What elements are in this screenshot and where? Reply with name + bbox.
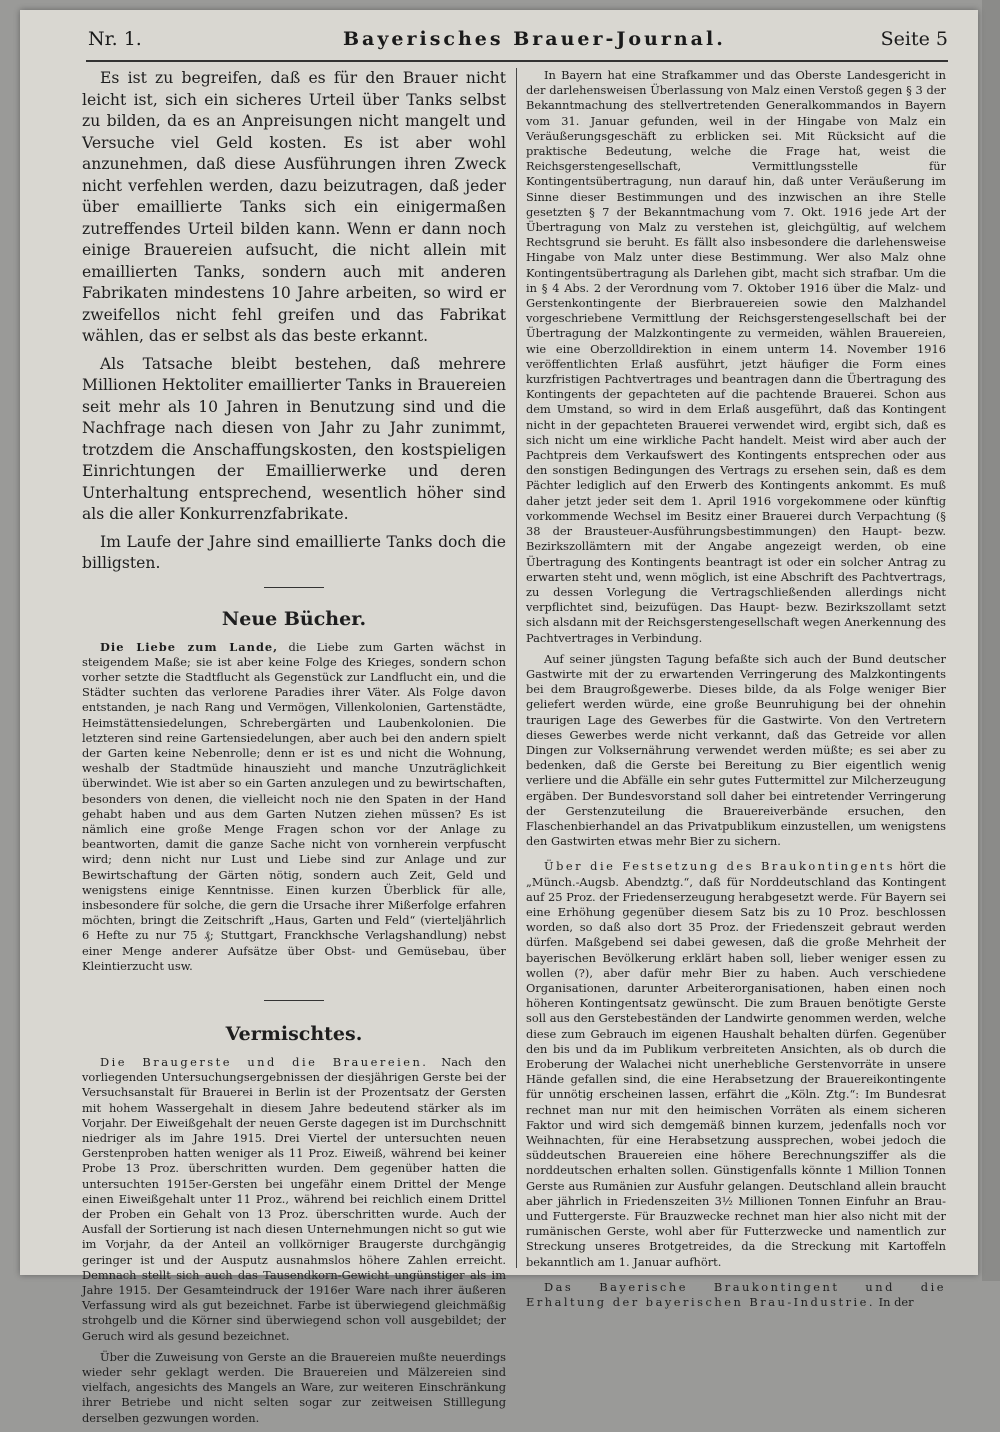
- section-divider: [264, 1000, 324, 1001]
- section-divider: [264, 587, 324, 588]
- section-heading-misc: Vermischtes.: [225, 1022, 363, 1045]
- issue-number: Nr. 1.: [88, 28, 142, 50]
- page-number: Seite 5: [880, 28, 948, 50]
- p3-lead: Über die Festsetzung des Braukontingents: [544, 859, 895, 874]
- right-column: [526, 68, 946, 1316]
- article-books: [82, 640, 506, 974]
- paragraph: Auf seiner jüngsten Tagung befaßte sich auch der Bund deutscher Gastwirte mit der zu erwartenden Verringerung des Malzkontingents bei dem Braugroßgewerbe. Dieses bilde, da als Folge weniger Bier geliefert werden würde, eine große Beunruhigung bei der ohnehin traurigen Lage des Gewerbes für die Gastwirte. Von den Vertretern dieses Gewerbes werde nicht verkannt, daß das Getreide vor allen Dingen zur Volksernährung verwendet werden müßte; es sei aber zu bedenken, daß die Gerste bei Bereitung zu Bier eigentlich wenig verliere und die Abfälle ein sehr gutes Futtermittel zur Milcherzeugung ergäben. Der Bundesvorstand soll daher bei eintretender Verringerung der Gerstenzuteilung die Brauereiverbände ersuchen, den Flaschenbierhandel an das Privatpublikum einzustellen, um wenigstens den Gastwirten etwas mehr Bier zu sichern.: [526, 651, 946, 849]
- section-heading-books: Neue Bücher.: [221, 607, 367, 630]
- left-column: [82, 68, 506, 1432]
- article-tanks: [82, 68, 506, 575]
- journal-title: Bayerisches Brauer-Journal.: [343, 28, 726, 50]
- column-divider: [516, 68, 517, 1268]
- paragraph: In Bayern hat eine Strafkammer und das Oberste Landesgericht in der darlehensweisen Überlassung von Malz einen Verstoß gegen § 3 der Bekanntmachung des stellvertretenden Generalkommandos in Bayern vom 31. Januar gefunden, weil in der Hingabe von Malz ein Veräußerungsgeschäft zu erblicken sei. Mit Rücksicht auf die praktische Bedeutung, welche die Frage hat, weist die Reichsgerstengesellschaft, Vermittlungsstelle für Kontingentsübertragung, nun darauf hin, daß unter Veräußerung im Sinne dieser Bestimmungen und des inzwischen an ihre Stelle gesetzten § 7 der Bekanntmachung vom 7. Okt. 1916 jede Art der Übertragung von Malz zu verstehen ist, gleichgültig, auf welchem Rechtsgrund sie beruht. Es fällt also insbesondere die darlehensweise Hingabe von Malz unter diese Bestimmung. Wer also Malz ohne Kontingentsübertragung als Darlehen gibt, macht sich strafbar. Um die in § 4 Abs. 2 der Verordnung vom 7. Oktober 1916 über die Malz- und Gerstenkontingente der Bierbrauereien sowie den Malzhandel vorgeschriebene Vermittlung der Reichsgerstengesellschaft bei der Übertragung der Malzkontingente zu vermeiden, wählen Brauereien, wie eine Oberzolldirektion in einem unterm 14. November 1916 veröffentlichten Erlaß ausführt, jetzt häufiger die Form eines kurzfristigen Pachtvertrages und beantragen dann die Übertragung des Kontingents der gepachteten auf die pachtende Brauerei. Schon aus dem Umstand, so wird in dem Erlaß ausgeführt, daß das Kontingent nicht in der gepachteten Brauerei verwendet wird, ergibt sich, daß es sich nicht um eine wirkliche Pacht handelt. Meist wird aber auch der Pachtpreis dem Verkaufswert des Kontingents entsprechen oder aus den sonstigen Bedingungen des Vertrags zu ersehen sein, daß es dem Pächter lediglich auf den Erwerb des Kontingents ankommt. Es muß daher jetzt jeder seit dem 1. April 1916 vorgekommene oder künftig vorkommende Wechsel im Besitz einer Brauerei durch Verpachtung (§ 38 der Brausteuer-Ausführungsbestimmungen) den Haupt- bezw. Bezirkszollämtern mit der Angabe angezeigt werden, ob eine Übertragung des Kontingents beantragt ist oder ein solcher Antrag zu erwarten steht und, wenn möglich, ist eine Abschrift des Pachtvertrags, zu dessen Vorlegung die Vertragschließenden allerdings nicht verpflichtet sind, beizufügen. Das Haupt- bezw. Bezirkszollamt setzt sich alsdann mit der Reichsgerstengesellschaft wegen Anerkennung des Pachtvertrages in Verbindung.: [526, 68, 946, 645]
- misc-text: Nach den vorliegenden Untersuchungsergebnissen der diesjährigen Gerste bei der Versuchsanstalt für Brauerei in Berlin ist der Prozentsatz der Gersten mit hohem Wassergehalt in diesem Jahre bedeutend stärker als im Vorjahr. Der Eiweißgehalt der neuen Gerste dagegen ist im Durchschnitt niedriger als im Jahre 1915. Drei Viertel der untersuchten neuen Gerstenproben hatten weniger als 11 Proz. Eiweiß, während bei keiner Probe 13 Proz. überschritten wurden. Dem gegenüber hatten die untersuchten 1915er-Gersten bei ungefähr einem Drittel der Menge einen Eiweißgehalt unter 11 Proz., während bei reichlich einem Drittel der Proben ein Gehalt von 13 Proz. überschritten wurde. Auch der Ausfall der Sortierung ist nach diesen Unternehmungen nicht so gut wie im Vorjahr, da der Anteil an vollkörniger Braugerste durchgängig geringer ist und der Ausputz ausnahmslos höhere Zahlen erreicht. Demnach stellt sich auch das Tausendkorn-Gewicht ungünstiger als im Jahre 1915. Der Gesamteindruck der 1916er Ware nach ihrer äußeren Verfassung wird als gut bezeichnet. Farbe ist überwiegend gleichmäßig strohgelb und die Körner sind überwiegend schon voll ausgebildet; der Geruch wird als gesund bezeichnet.: [82, 1054, 507, 1343]
- page-header: [88, 28, 948, 54]
- paragraph: Es ist zu begreifen, daß es für den Brauer nicht leicht ist, sich ein sicheres Urteil über Tanks selbst zu bilden, da es an Anpreisungen nicht mangelt und Versuche viel Geld kosten. Es ist aber wohl anzunehmen, daß diese Ausführungen ihren Zweck nicht verfehlen werden, dazu beizutragen, daß jeder über emaillierte Tanks sich ein einigermaßen zutreffendes Urteil bilden kann. Wenn er dann noch einige Brauereien aufsucht, die nicht allein mit emaillierten Tanks, sondern auch mit anderen Fabrikaten mindestens 10 Jahre arbeiten, so wird er zweifellos nicht fehl greifen und das Fabrikat wählen, das er selbst als das beste erkannt.: [82, 69, 506, 345]
- page-edge: [982, 0, 1000, 1281]
- p4-lead: Das Bayerische Braukontingent und die Erhaltung der bayerischen Brau-Industrie.: [526, 1279, 946, 1310]
- books-text: die Liebe zum Garten wächst in steigendem Maße; sie ist aber keine Folge des Krieges, sondern schon vorher setzte die Stadtflucht als Gegenstück zur Landflucht ein, und die Städter suchten das verlorene Paradies ihrer Väter. Als Folge davon entstanden, je nach Rang und Vermögen, Villenkolonien, Gartenstädte, Heimstättensiedelungen, Schrebergärten und Laubenkolonien. Die letzteren sind reine Gartensiedelungen, aber auch bei den andern spielt der Garten keine Nebenrolle; denn er ist es und nicht die Wohnung, weshalb der Stadtmüde hinauszieht und manche Unzuträglichkeit überwindet. Wie ist aber so ein Garten anzulegen und zu bewirtschaften, besonders von denen, die vielleicht noch nie den Spaten in der Hand gehabt haben und aus dem Garten Nutzen ziehen müssen? Es ist nämlich eine große Menge Fragen schon vor der Anlage zu beantworten, damit die ganze Sache nicht von vornherein verpfuscht wird; denn nicht nur Lust und Liebe sind zur Anlage und zur Bewirtschaftung der Gärten nötig, sondern auch Zeit, Geld und wenigstens einige Kenntnisse. Einen kurzen Überblick für alle, insbesondere für solche, die gern die Ursache ihrer Mißerfolge erfahren möchten, bringt die Zeitschrift „Haus, Garten und Feld“ (vierteljährlich 6 Hefte zu nur 75 ₰; Stuttgart, Franckhsche Verlagshandlung) nebst einer Menge anderer Aufsätze über Obst- und Gemüsebau, über Kleintierzucht usw.: [82, 639, 506, 973]
- p3-text: hört die „Münch.-Augsb. Abendztg.“, daß für Norddeutschland das Kontingent auf 25 Proz. der Friedenserzeugung herabgesetzt werde. Für Bayern sei eine Erhöhung gegenüber diesem Satz bis zu 10 Proz. beschlossen worden, so daß also dort 35 Proz. der Friedenszeit gebraut werden dürfen. Maßgebend sei dabei gewesen, daß die große Mehrheit der bayerischen Bevölkerung erklärt haben soll, lieber weniger essen zu wollen (?), aber dafür mehr Bier zu haben. Auch verschiedene Organisationen, darunter Arbeiterorganisationen, haben einen noch höheren Kontingentsatz gewünscht. Die zum Brauen benötigte Gerste soll aus den Gerstebeständen der Landwirte genommen werden, welche diese zum Gebrauch im eigenen Haushalt behalten dürfen. Gegenüber den bis und da im Publikum verbreiteten Ansichten, als ob durch die Eroberung der Walachei nicht unerhebliche Gerstenvorräte in unsere Hände gefallen sind, die eine Herabsetzung der Brauereikontingente für unnötig erscheinen lassen, erfährt die „Köln. Ztg.“: Im Bundesrat rechnet man nur mit den heimischen Vorräten als einem sicheren Faktor und wird sich demgemäß binnen kurzem, jedenfalls noch vor Weihnachten, für eine Herabsetzung aussprechen, wobei jedoch die süddeutschen Brauereien eine höhere Berechnungsziffer als die norddeutschen erhalten sollen. Günstigenfalls könnte 1 Million Tonnen Gerste aus Rumänien zur Ausfuhr gelangen. Deutschland allein braucht aber jährlich in Friedenszeiten 3½ Millionen Tonnen Einfuhr an Brau- und Futtergerste. Für Brauzwecke rechnet man hier also nicht mit der rumänischen Gerste, wohl aber für Futterzwecke und namentlich zur Streckung unseres Brotgetreides, da die Streckung mit Kartoffeln bekanntlich am 1. Januar aufhört.: [526, 859, 947, 1269]
- paragraph: Im Laufe der Jahre sind emaillierte Tanks doch die billigsten.: [82, 532, 506, 572]
- paragraph: Über die Zuweisung von Gerste an die Brauereien mußte neuerdings wieder sehr geklagt werden. Die Brauereien und Mälzereien sind vielfach, angesichts des Mangels an Ware, zur weiteren Einschränkung ihrer Betriebe und nicht selten sogar zur zeitweisen Stilllegung derselben gezwungen worden.: [82, 1349, 506, 1425]
- misc-lead: Die Braugerste und die Brauereien.: [100, 1054, 429, 1069]
- books-lead: Die Liebe zum Lande,: [100, 639, 279, 654]
- p4-text: In der: [878, 1295, 914, 1310]
- header-rule: [86, 60, 948, 62]
- paragraph: Als Tatsache bleibt bestehen, daß mehrere Millionen Hektoliter emaillierter Tanks in Brauereien seit mehr als 10 Jahren in Benutzung sind und die Nachfrage nach diesen von Jahr zu Jahr zunimmt, trotzdem die Anschaffungskosten, den kostspieligen Einrichtungen der Emaillierwerke und deren Unterhaltung entsprechend, wesentlich höher sind als die aller Konkurrenzfabrikate.: [82, 354, 506, 523]
- article-misc: [82, 1055, 506, 1426]
- newspaper-page: [20, 10, 978, 1425]
